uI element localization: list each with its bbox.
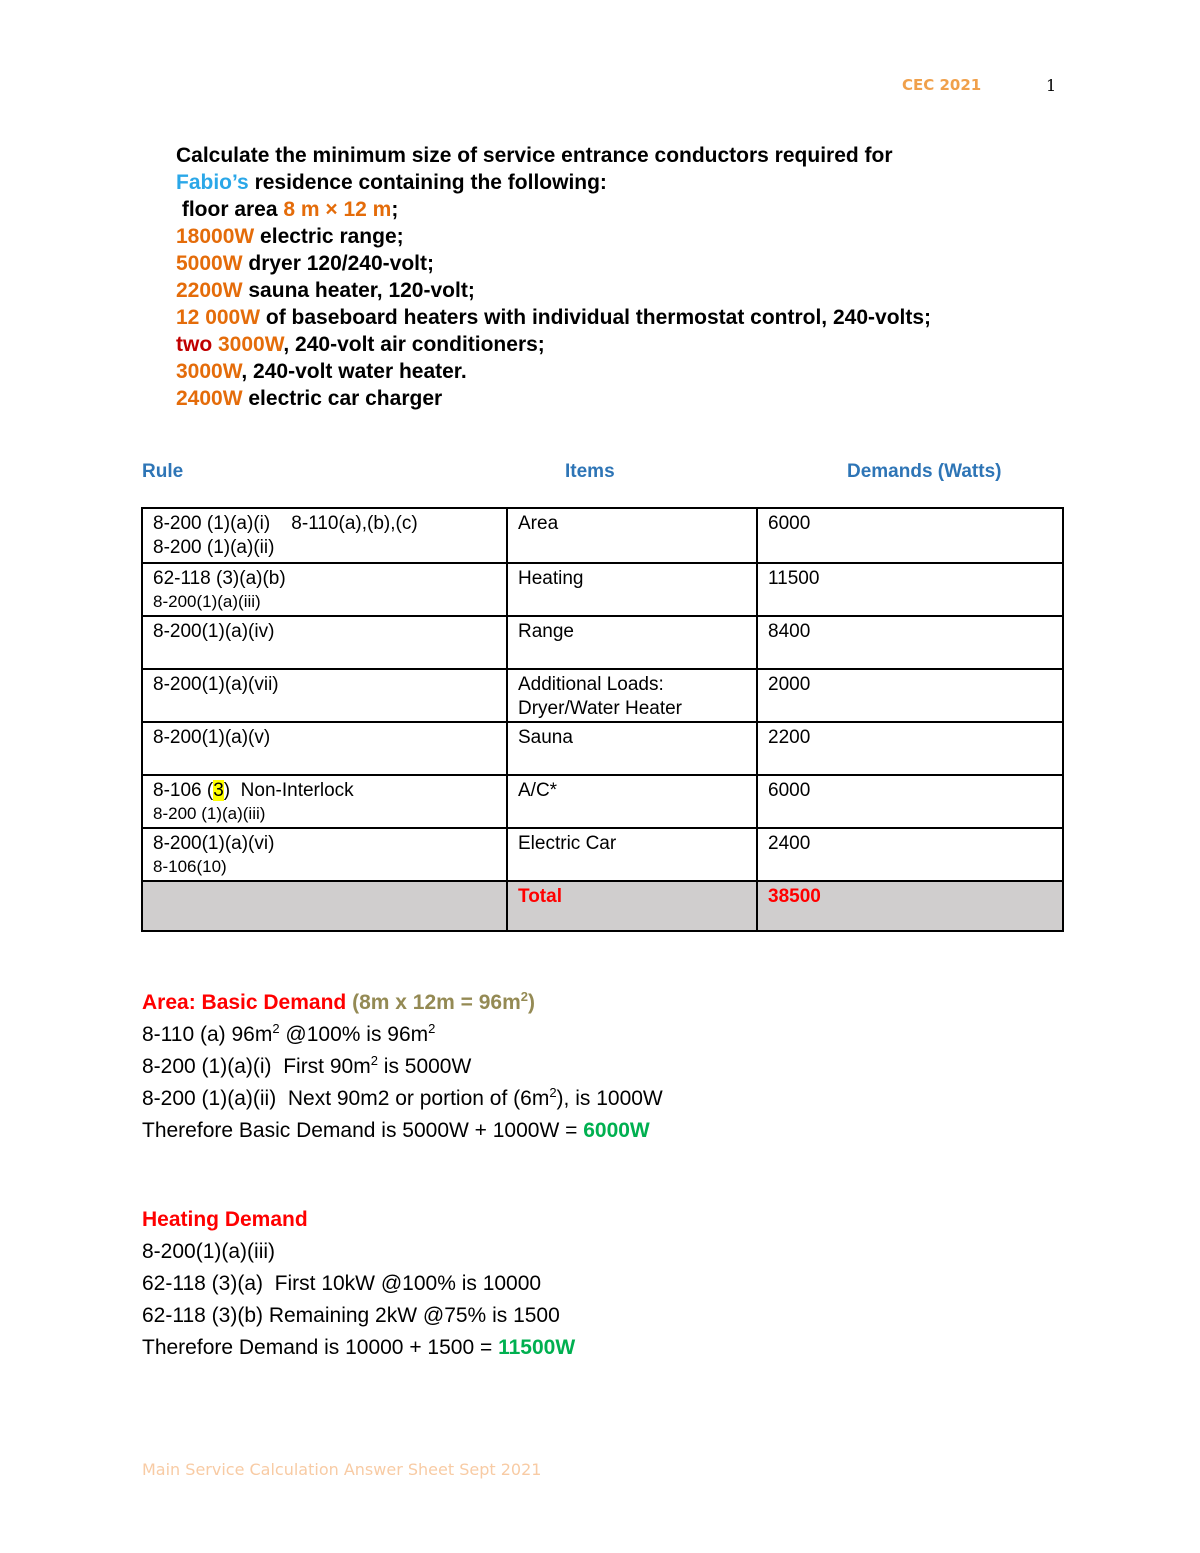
water-heater-value: 3000W: [176, 360, 242, 383]
sauna-text: sauna heater, 120-volt;: [242, 279, 475, 302]
item-text: Additional Loads:: [518, 674, 664, 695]
baseboard-value: 12 000W: [176, 306, 261, 329]
heating-result: 11500W: [498, 1336, 576, 1359]
calc-text: @100% is 96m: [279, 1023, 429, 1046]
ac-quantity: two: [176, 333, 213, 356]
table-column-headers: [142, 461, 1042, 485]
rule-cell: [142, 775, 507, 828]
rule-cell: [142, 722, 507, 775]
rule-text: 8-200(1)(a)(iii): [153, 592, 261, 611]
baseboard-text: of baseboard heaters with individual thermostat control, 240-volts;: [260, 306, 932, 329]
rule-cell: [142, 828, 507, 881]
rule-text: 8-200 (1)(a)(i) 8-110(a),(b),(c): [153, 513, 418, 534]
sauna-value: 2200W: [176, 279, 243, 302]
range-line: [176, 223, 1076, 250]
range-value: 18000W: [176, 225, 255, 248]
load-table: [141, 507, 1064, 932]
calc-text: 8-110 (a) 96m: [142, 1023, 273, 1046]
rule-text: 8-200(1)(a)(iv): [153, 621, 275, 642]
demand-cell: 2200: [757, 722, 1063, 775]
rule-text: 8-200 (1)(a)(iii): [153, 804, 266, 823]
demand-cell: 6000: [757, 508, 1063, 563]
highlighted-rule-number: 3: [213, 780, 224, 801]
calc-text: ), is 1000W: [556, 1087, 663, 1110]
calc-text: 8-200 (1)(a)(i) First 90m: [142, 1055, 371, 1078]
calc-line: 62-118 (3)(a) First 10kW @100% is 10000: [142, 1272, 542, 1295]
floor-area-value: 8 m × 12 m: [283, 198, 392, 221]
calc-text: (8m x 12m = 96m: [346, 991, 521, 1014]
calc-text: is 5000W: [377, 1055, 472, 1078]
item-text: Dryer/Water Heater: [518, 698, 682, 719]
rule-text: ) Non-Interlock: [223, 780, 354, 801]
item-cell: Area: [507, 508, 757, 563]
item-cell: Electric Car: [507, 828, 757, 881]
calc-text: ): [528, 991, 536, 1014]
ac-value: 3000W: [218, 333, 284, 356]
superscript: 2: [549, 1085, 557, 1100]
empty-cell: [142, 881, 507, 931]
label: ;: [391, 198, 399, 221]
superscript: 2: [520, 989, 529, 1004]
item-cell: Sauna: [507, 722, 757, 775]
rule-cell: [142, 616, 507, 669]
client-name: Fabio’s: [176, 171, 249, 194]
calc-line: 8-200(1)(a)(iii): [142, 1240, 276, 1263]
calc-text: 8-200 (1)(a)(ii) Next 90m2 or portion of (6m: [142, 1087, 550, 1110]
header-title: CEC 2021: [902, 76, 982, 94]
heading-text: Area: Basic Demand: [142, 991, 347, 1014]
section-heading: [142, 1204, 1102, 1236]
demand-cell: 8400: [757, 616, 1063, 669]
calc-line: [142, 1051, 1102, 1083]
calc-line: [142, 1332, 1102, 1364]
demand-cell: 11500: [757, 563, 1063, 616]
superscript: 2: [428, 1021, 436, 1036]
car-charger-text: electric car charger: [242, 387, 443, 410]
dryer-line: [176, 250, 1076, 277]
rule-cell: [142, 669, 507, 722]
page-number: 1: [1046, 76, 1057, 95]
items-column-header: Items: [565, 461, 615, 482]
heating-demand-section: [142, 1204, 1102, 1364]
problem-text: Calculate the minimum size of service entrance conductors required for: [176, 144, 893, 167]
calc-line: [142, 1019, 1102, 1051]
problem-text: residence containing the following:: [248, 171, 607, 194]
page-footer: Main Service Calculation Answer Sheet Sept 2021: [142, 1460, 542, 1479]
rule-text: 8-200(1)(a)(v): [153, 727, 271, 748]
table-row: [142, 828, 1063, 881]
rule-cell: [142, 563, 507, 616]
item-cell: Range: [507, 616, 757, 669]
baseboard-line: [176, 304, 1076, 331]
ac-text: , 240-volt air conditioners;: [283, 333, 545, 356]
heading-text: Heating Demand: [142, 1208, 308, 1231]
superscript: 2: [370, 1053, 378, 1068]
problem-line: [176, 169, 1076, 196]
area-demand-section: [142, 987, 1102, 1147]
ac-line: [176, 331, 1076, 358]
total-value: 38500: [757, 881, 1063, 931]
car-charger-line: [176, 385, 1076, 412]
total-label: Total: [507, 881, 757, 931]
item-cell: [507, 669, 757, 722]
label: floor area: [176, 198, 284, 221]
rule-text: 8-106(10): [153, 857, 227, 876]
range-text: electric range;: [254, 225, 404, 248]
total-row: [142, 881, 1063, 931]
dryer-text: dryer 120/240-volt;: [242, 252, 434, 275]
table-row: [142, 775, 1063, 828]
car-charger-value: 2400W: [176, 387, 243, 410]
area-result: 6000W: [583, 1119, 650, 1142]
demand-cell: 2000: [757, 669, 1063, 722]
water-heater-text: , 240-volt water heater.: [241, 360, 467, 383]
problem-line: [176, 142, 1076, 169]
heading-calc: [346, 991, 535, 1014]
demands-column-header: Demands (Watts): [847, 461, 1002, 482]
rule-text: 62-118 (3)(a)(b): [153, 568, 286, 589]
rule-cell: [142, 508, 507, 563]
rule-text: 8-200 (1)(a)(ii): [153, 537, 275, 558]
item-cell: Heating: [507, 563, 757, 616]
table-row: [142, 669, 1063, 722]
demand-cell: 2400: [757, 828, 1063, 881]
table-row: [142, 563, 1063, 616]
calc-text: Therefore Demand is 10000 + 1500 =: [142, 1336, 499, 1359]
calc-text: Therefore Basic Demand is 5000W + 1000W =: [142, 1119, 584, 1142]
problem-statement: [176, 142, 1076, 412]
section-heading: [142, 987, 1102, 1019]
sauna-line: [176, 277, 1076, 304]
calc-line: 62-118 (3)(b) Remaining 2kW @75% is 1500: [142, 1304, 560, 1327]
item-cell: A/C*: [507, 775, 757, 828]
demand-cell: 6000: [757, 775, 1063, 828]
dryer-value: 5000W: [176, 252, 243, 275]
floor-area-line: [176, 196, 1076, 223]
rule-text: 8-200(1)(a)(vi): [153, 833, 275, 854]
calc-line: [142, 1115, 1102, 1147]
rule-text: 8-106 (: [153, 780, 214, 801]
water-heater-line: [176, 358, 1076, 385]
table-row: [142, 508, 1063, 563]
table-row: [142, 616, 1063, 669]
rule-column-header: Rule: [142, 461, 184, 482]
superscript: 2: [272, 1021, 280, 1036]
rule-text: 8-200(1)(a)(vii): [153, 674, 279, 695]
table-row: [142, 722, 1063, 775]
calc-line: [142, 1083, 1102, 1115]
